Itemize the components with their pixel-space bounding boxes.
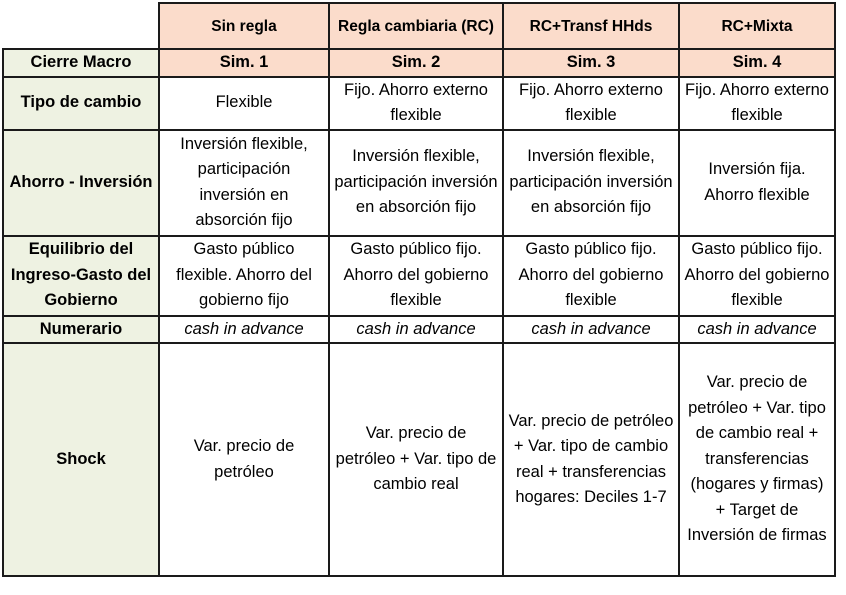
corner-cell	[3, 3, 159, 49]
table-cell: Fijo. Ahorro externo flexible	[329, 77, 503, 130]
table-cell: Inversión flexible, participación inversión en absorción fijo	[159, 130, 329, 236]
sim-3-cell: Sim. 3	[503, 49, 679, 77]
table-cell: Gasto público flexible. Ahorro del gobierno fijo	[159, 236, 329, 316]
table-cell: Inversión fija. Ahorro flexible	[679, 130, 835, 236]
table-row-shock	[3, 343, 835, 576]
table-row-ahorro-inversion	[3, 130, 835, 236]
table-row-tipo-cambio	[3, 77, 835, 130]
table-row-equilibrio	[3, 236, 835, 316]
table-cell: Var. precio de petróleo + Var. tipo de cambio real + transferencias hogares: Deciles 1-7	[503, 343, 679, 576]
sim-2-cell: Sim. 2	[329, 49, 503, 77]
col-header-rc-mixta: RC+Mixta	[679, 3, 835, 49]
table-cell: Inversión flexible, participación inversión en absorción fijo	[329, 130, 503, 236]
row-label-cierre-macro: Cierre Macro	[3, 49, 159, 77]
simulation-table	[2, 2, 836, 577]
table-cell: Flexible	[159, 77, 329, 130]
sim-row	[3, 49, 835, 77]
header-row	[3, 3, 835, 49]
table-cell: Gasto público fijo. Ahorro del gobierno flexible	[329, 236, 503, 316]
table-cell: Var. precio de petróleo + Var. tipo de cambio real	[329, 343, 503, 576]
row-label-equilibrio: Equilibrio del Ingreso-Gasto del Gobierno	[3, 236, 159, 316]
row-label-tipo-cambio: Tipo de cambio	[3, 77, 159, 130]
table-cell: Fijo. Ahorro externo flexible	[503, 77, 679, 130]
row-label-ahorro-inversion: Ahorro - Inversión	[3, 130, 159, 236]
sim-4-cell: Sim. 4	[679, 49, 835, 77]
table-cell: Fijo. Ahorro externo flexible	[679, 77, 835, 130]
table-cell: cash in advance	[679, 316, 835, 344]
table-cell: Gasto público fijo. Ahorro del gobierno flexible	[679, 236, 835, 316]
col-header-rc-transf: RC+Transf HHds	[503, 3, 679, 49]
table-cell: Gasto público fijo. Ahorro del gobierno flexible	[503, 236, 679, 316]
table-cell: cash in advance	[159, 316, 329, 344]
table-cell: Var. precio de petróleo	[159, 343, 329, 576]
sim-1-cell: Sim. 1	[159, 49, 329, 77]
table-cell: cash in advance	[503, 316, 679, 344]
table-cell: cash in advance	[329, 316, 503, 344]
table-row-numerario	[3, 316, 835, 344]
col-header-regla-cambiaria: Regla cambiaria (RC)	[329, 3, 503, 49]
row-label-numerario: Numerario	[3, 316, 159, 344]
table-cell: Inversión flexible, participación inversión en absorción fijo	[503, 130, 679, 236]
col-header-sin-regla: Sin regla	[159, 3, 329, 49]
row-label-shock: Shock	[3, 343, 159, 576]
table-cell: Var. precio de petróleo + Var. tipo de cambio real + transferencias (hogares y firmas) + Target de Inversión de firmas	[679, 343, 835, 576]
